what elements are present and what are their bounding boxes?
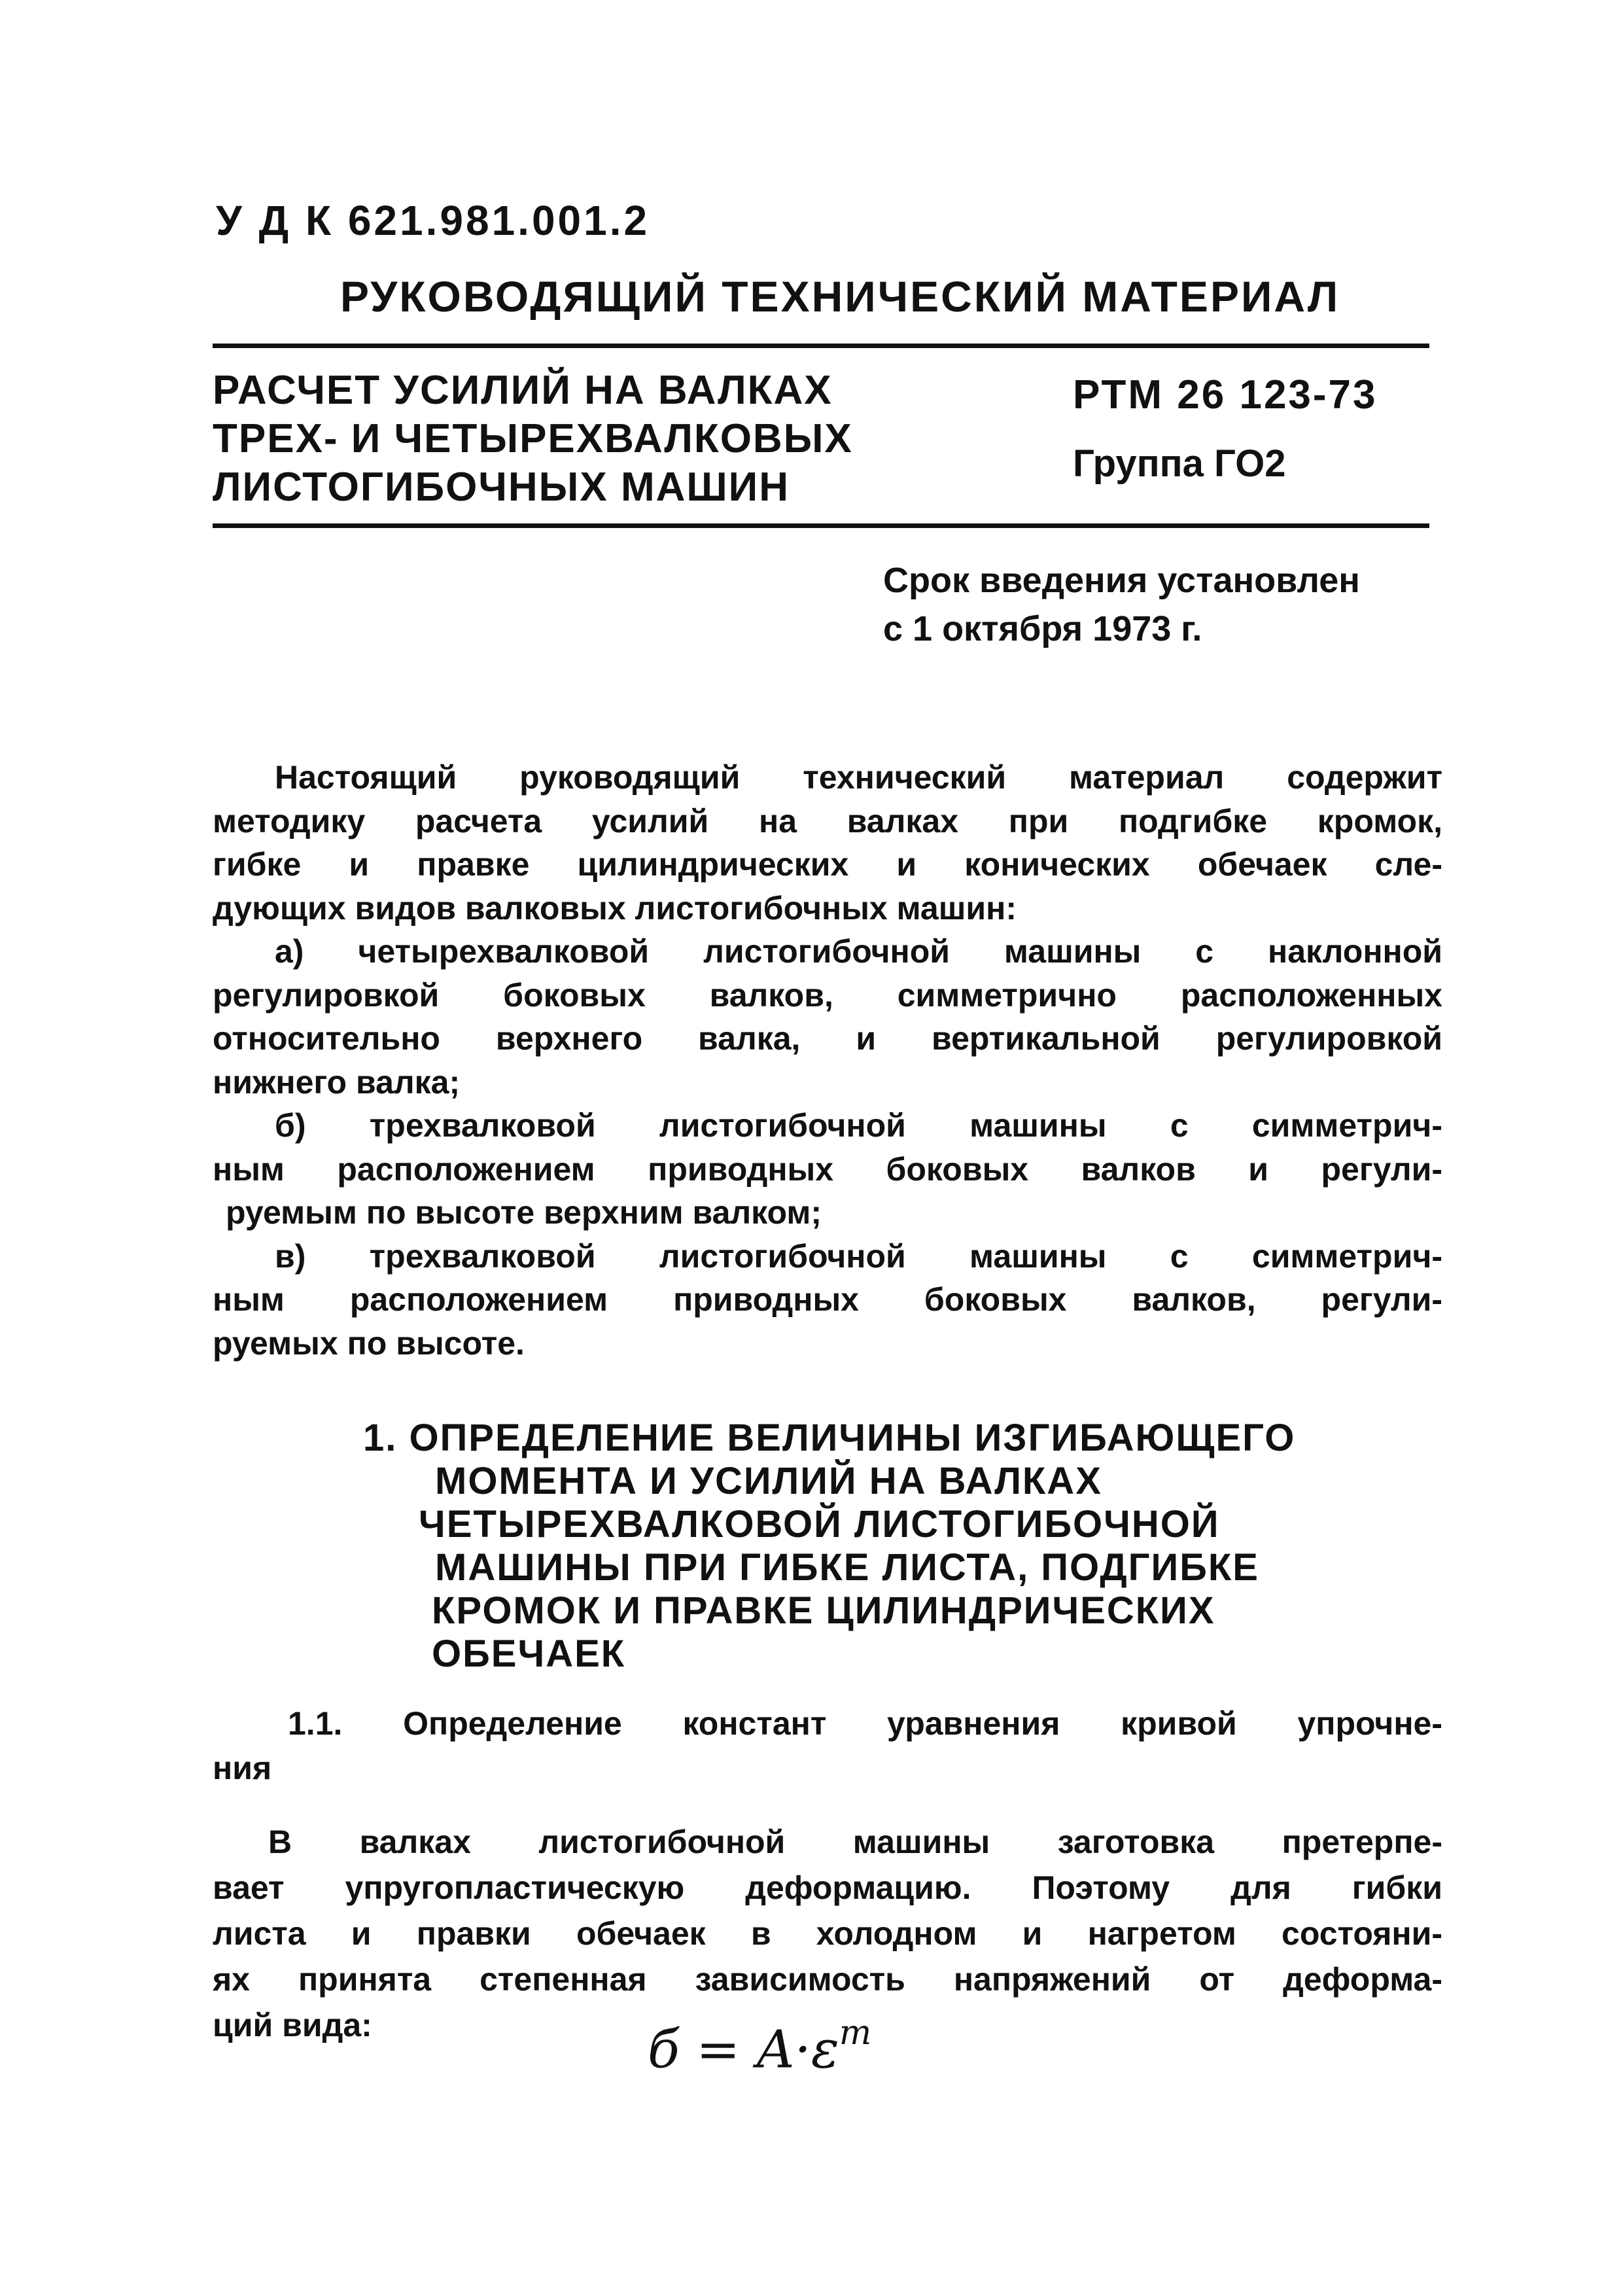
section-heading-line: ЧЕТЫРЕХВАЛКОВОЙ ЛИСТОГИБОЧНОЙ <box>419 1503 1220 1545</box>
top-divider <box>213 344 1429 348</box>
document-type-heading: РУКОВОДЯЩИЙ ТЕХНИЧЕСКИЙ МАТЕРИАЛ <box>340 272 1340 321</box>
section-1-heading <box>363 1417 1295 1676</box>
effective-date <box>883 556 1360 653</box>
intro-line: относительно верхнего валка, и вертикальной регулировкой <box>213 1020 1442 1057</box>
body-line: листа и правки обечаек в холодном и нагретом состояни- <box>213 1915 1442 1952</box>
intro-line: ным расположением приводных боковых валков и регули- <box>213 1150 1442 1188</box>
udk-code: У Д К 621.981.001.2 <box>216 197 650 244</box>
power-law-formula <box>648 2013 872 2080</box>
intro-line: ным расположением приводных боковых валков, регули- <box>213 1281 1442 1318</box>
title-line: РАСЧЕТ УСИЛИЙ НА ВАЛКАХ <box>213 368 833 413</box>
title-line: ТРЕХ- И ЧЕТЫРЕХВАЛКОВЫХ <box>213 416 853 461</box>
intro-paragraph <box>213 756 1442 1365</box>
body-line: ях принята степенная зависимость напряжений от деформа- <box>213 1961 1442 1998</box>
list-item-c: в) трехвалковой листогибочной машины с симметрич- <box>275 1237 1442 1275</box>
subsection-1-1-heading <box>213 1701 1442 1790</box>
subsection-line: 1.1. Определение констант уравнения кривой упрочне- <box>288 1705 1442 1742</box>
document-title <box>213 366 853 512</box>
list-item-b: б) трехвалковой листогибочной машины с симметрич- <box>275 1107 1442 1144</box>
standard-code: РТМ 26 123-73 <box>1073 372 1378 417</box>
body-line: вает упругопластическую деформацию. Поэтому для гибки <box>213 1869 1442 1906</box>
effective-date-line: Срок введения установлен <box>883 561 1360 600</box>
section-heading-line: 1. ОПРЕДЕЛЕНИЕ ВЕЛИЧИНЫ ИЗГИБАЮЩЕГО <box>363 1417 1296 1459</box>
section-heading-line: МОМЕНТА И УСИЛИЙ НА ВАЛКАХ <box>435 1460 1102 1502</box>
subsection-line: ния <box>213 1750 272 1786</box>
section-heading-line: ОБЕЧАЕК <box>432 1633 626 1675</box>
section-heading-line: КРОМОК И ПРАВКЕ ЦИЛИНДРИЧЕСКИХ <box>432 1589 1215 1632</box>
body-line: ций вида: <box>213 2007 372 2043</box>
body-paragraph <box>213 1819 1442 2048</box>
intro-line: нижнего валка; <box>213 1063 461 1101</box>
bottom-divider <box>213 523 1429 528</box>
formula-exponent: m <box>839 2013 872 2053</box>
intro-line: Настоящий руководящий технический материал содержит <box>275 759 1442 796</box>
formula-base: б = A·ε <box>648 2019 839 2080</box>
intro-line: методику расчета усилий на валках при подгибке кромок, <box>213 802 1442 839</box>
intro-line: руемым по высоте верхним валком; <box>226 1194 822 1231</box>
title-line: ЛИСТОГИБОЧНЫХ МАШИН <box>213 465 790 510</box>
intro-line: регулировкой боковых валков, симметрично расположенных <box>213 976 1442 1014</box>
intro-line: дующих видов валковых листогибочных машин: <box>213 889 1017 927</box>
effective-date-line: с 1 октября 1973 г. <box>883 609 1202 648</box>
list-item-a: а) четырехвалковой листогибочной машины с наклонной <box>275 933 1442 970</box>
body-line: В валках листогибочной машины заготовка претерпе- <box>268 1824 1442 1860</box>
section-heading-line: МАШИНЫ ПРИ ГИБКЕ ЛИСТА, ПОДГИБКЕ <box>435 1546 1259 1589</box>
intro-line: руемых по высоте. <box>213 1324 525 1362</box>
intro-line: гибке и правке цилиндрических и конических обечаек сле- <box>213 846 1442 883</box>
standard-group: Группа ГО2 <box>1073 442 1286 485</box>
